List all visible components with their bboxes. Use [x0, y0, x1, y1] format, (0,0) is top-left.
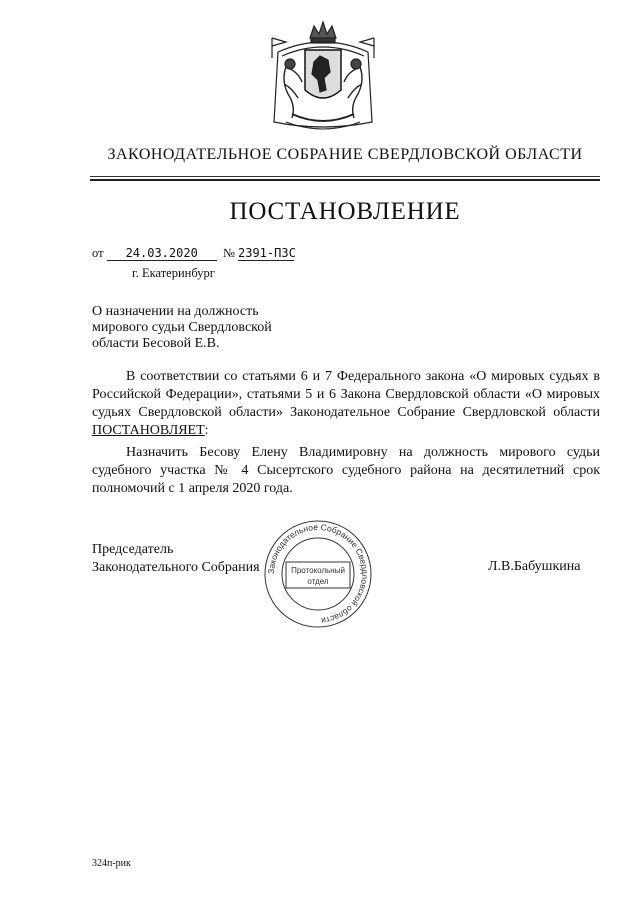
signer-name: Л.В.Бабушкина — [488, 559, 581, 574]
subject-line-2: мирового судьи Свердловской — [92, 320, 272, 335]
organization-name: ЗАКОНОДАТЕЛЬНОЕ СОБРАНИЕ СВЕРДЛОВСКОЙ ОБЛАСТИ — [107, 146, 583, 163]
date-label: от — [92, 246, 104, 260]
number-label: № — [222, 246, 235, 260]
header-divider-thick — [90, 179, 600, 181]
signer-position — [92, 541, 260, 577]
document-subject — [92, 304, 352, 352]
official-stamp — [262, 518, 374, 630]
decision-keyword: ПОСТАНОВЛЯЕТ — [92, 423, 205, 438]
signer-position-line-2: Законодательного Собрания — [92, 560, 260, 575]
coat-of-arms-icon — [262, 18, 384, 136]
document-meta — [92, 246, 294, 261]
stamp-center-line-2: отдел — [307, 577, 329, 586]
subject-line-1: О назначении на должность — [92, 304, 259, 319]
city-name: г. Екатеринбург — [132, 266, 215, 280]
subject-line-3: области Бесовой Е.В. — [92, 336, 220, 351]
stamp-center-line-1: Протокольный — [291, 566, 345, 575]
stamp-ring-text: Законодательное Собрание Свердловской области — [265, 521, 371, 626]
footer-code: 324п-рик — [92, 858, 131, 869]
signer-position-line-1: Председатель — [92, 542, 174, 557]
preamble-text: В соответствии со статьями 6 и 7 Федерального закона «О мировых судьях в Российской Федерации», статьями 5 и 6 Закона Свердловской области «О мировых судьях Свердловской области» Законодательное Собрание Свердловской области — [92, 369, 600, 420]
body-paragraph-2: Назначить Бесову Елену Владимировну на должность мирового судьи судебного участка № 4 Сысертского судебного района на десятилетний срок полномочий с 1 апреля 2020 года. — [92, 445, 600, 496]
body-paragraph-1 — [92, 368, 600, 440]
document-number: 2391-ПЗС — [238, 246, 296, 260]
document-title: ПОСТАНОВЛЕНИЕ — [229, 198, 461, 225]
preamble-end: : — [204, 423, 209, 438]
header-divider-thin — [90, 176, 600, 177]
document-date: 24.03.2020 — [107, 246, 217, 261]
